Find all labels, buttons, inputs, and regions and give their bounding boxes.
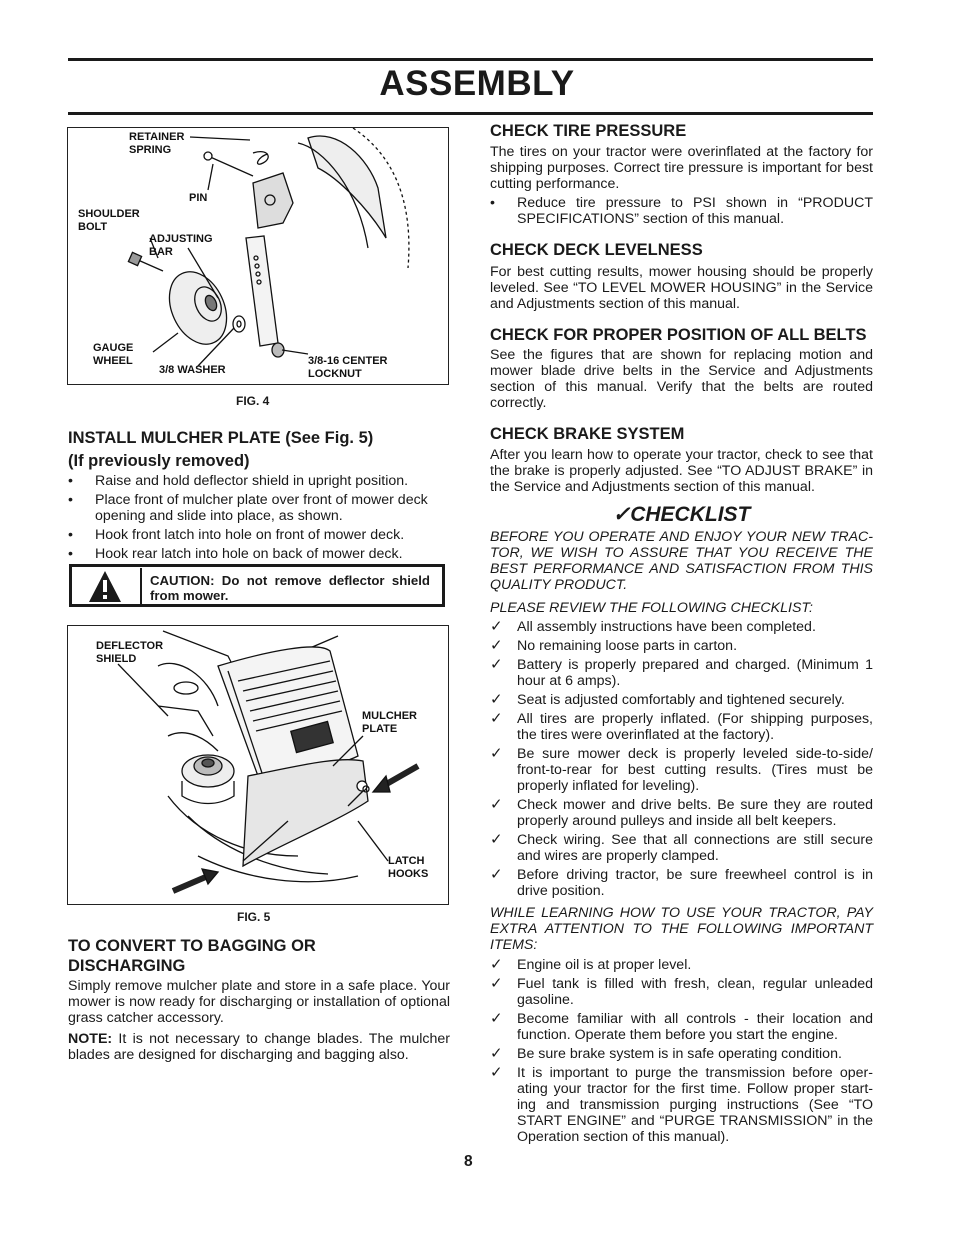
warning-icon xyxy=(72,567,138,607)
label-locknut: 3/8-16 CENTER LOCKNUT xyxy=(308,355,388,380)
checkmark-icon: ✓ xyxy=(490,1064,503,1081)
checkmark-icon: ✓ xyxy=(490,1010,503,1027)
list-item: ✓ All tires are properly inflated. (For shipping purposes, the tires were overinflated at the factory). xyxy=(490,710,873,743)
page-number: 8 xyxy=(464,1153,473,1170)
checkmark-icon: ✓ xyxy=(490,745,503,762)
label-pin: PIN xyxy=(189,192,208,204)
checkmark-icon: ✓ xyxy=(490,831,503,848)
checkmark-icon: ✓ xyxy=(490,637,503,654)
belts-heading: CHECK FOR PROPER POSITION OF ALL BELTS xyxy=(490,326,867,344)
list-item: ✓ Be sure brake system is in safe operating condition. xyxy=(490,1045,842,1062)
checkmark-icon: ✓ xyxy=(490,691,503,708)
brake-text: After you learn how to operate your tractor, check to see that the brake is properly adjusted. See “TO ADJUST BRAKE” in the Service and Adjustments section of this manual. xyxy=(490,447,873,495)
checkmark-icon: ✓ xyxy=(490,1045,503,1062)
checkmark-icon: ✓ xyxy=(490,618,503,635)
checklist-title: ✓CHECKLIST xyxy=(612,503,751,526)
deck-heading: CHECK DECK LEVELNESS xyxy=(490,241,703,259)
mulcher-heading: INSTALL MULCHER PLATE (See Fig. 5) xyxy=(68,429,374,447)
tire-bullet: • Reduce tire pressure to PSI shown in “PRODUCT SPECIFICATIONS” section of this manual. xyxy=(490,195,873,227)
caution-text: CAUTION: Do not remove deflector shield from mower. xyxy=(150,573,430,603)
label-latch-hooks: LATCH HOOKS xyxy=(388,855,429,880)
list-item: ✓ No remaining loose parts in carton. xyxy=(490,637,738,654)
list-item: ✓ Check mower and drive belts. Be sure they are routed properly around pulleys and inside all belt keepers. xyxy=(490,796,873,829)
label-gauge-wheel: GAUGE WHEEL xyxy=(93,342,134,367)
list-item: • Hook front latch into hole on front of mower deck. xyxy=(68,527,405,543)
list-item: ✓ Engine oil is at proper level. xyxy=(490,956,692,973)
list-item: ✓ Seat is adjusted comfortably and tightened securely. xyxy=(490,691,845,708)
checkmark-icon: ✓ xyxy=(490,710,503,727)
list-item: ✓ Fuel tank is filled with fresh, clean, regular unleaded gasoline. xyxy=(490,975,873,1008)
list-item: ✓ Be sure mower deck is properly leveled side-to-side/ front-to-rear for best cutting results. (Tires must be properly inflated for leveling). xyxy=(490,745,873,794)
list-item: ✓ It is important to purge the transmission before oper- ating your tractor for the first time. Follow proper start- ing and transmission purging instructions (See “TO START ENGINE” and “PURGE TRANSMISSION” in the Operation section of this manual). xyxy=(490,1064,873,1145)
convert-note: NOTE: It is not necessary to change blades. The mulcher blades are designed for discharging and bagging also. xyxy=(68,1031,450,1063)
fig5-caption: FIG. 5 xyxy=(237,910,271,924)
checkmark-icon: ✓ xyxy=(490,796,503,813)
title-underline xyxy=(68,112,873,115)
figure-4 xyxy=(67,127,449,385)
checkmark-icon: ✓ xyxy=(490,956,503,973)
list-item: ✓ Before driving tractor, be sure freewheel control is in drive position. xyxy=(490,866,873,899)
checkmark-icon: ✓ xyxy=(612,503,631,526)
checklist-learning: WHILE LEARNING HOW TO USE YOUR TRACTOR, PAY EXTRA ATTENTION TO THE FOLLOWING IMPORTANT ITEMS: xyxy=(490,905,873,953)
list-item: ✓ All assembly instructions have been completed. xyxy=(490,618,816,635)
mulcher-subheading: (If previously removed) xyxy=(68,452,250,470)
label-adjusting-bar: ADJUSTING BAR xyxy=(149,233,213,258)
tire-heading: CHECK TIRE PRESSURE xyxy=(490,122,687,140)
list-item: • Place front of mulcher plate over front of mower deck opening and slide into place, as shown. xyxy=(68,492,428,524)
list-item: ✓ Check wiring. See that all connections are still secure and wires are properly clamped. xyxy=(490,831,873,864)
mulcher-section xyxy=(68,427,448,562)
list-item: ✓ Become familiar with all controls - their location and function. Operate them before you start the engine. xyxy=(490,1010,873,1043)
deck-text: For best cutting results, mower housing should be properly leveled. See “TO LEVEL MOWER HOUSING” in the Service and Adjustments section of this manual. xyxy=(490,264,873,312)
checkmark-icon: ✓ xyxy=(490,866,503,883)
top-rule xyxy=(68,58,873,61)
list-item: • Raise and hold deflector shield in upright position. xyxy=(68,473,409,489)
label-retainer-spring: RETAINER SPRING xyxy=(129,131,185,156)
convert-text: Simply remove mulcher plate and store in a safe place. Your mower is now ready for discharging or installation of optional grass catcher accessory. xyxy=(68,978,450,1026)
convert-section xyxy=(68,936,450,1063)
label-washer: 3/8 WASHER xyxy=(159,364,226,376)
brake-heading: CHECK BRAKE SYSTEM xyxy=(490,425,685,443)
right-column xyxy=(490,121,873,1145)
list-item: ✓ Battery is properly prepared and charged. (Minimum 1 hour at 6 amps). xyxy=(490,656,873,689)
fig4-caption: FIG. 4 xyxy=(236,394,270,408)
checkmark-icon: ✓ xyxy=(490,975,503,992)
belts-text: See the figures that are shown for replacing motion and mower blade drive belts in the Service and Adjustments section of this manual. Verify that the belts are routed correctly. xyxy=(490,347,873,411)
checklist-items-2 xyxy=(490,957,873,1145)
tire-text: The tires on your tractor were overinflated at the factory for shipping purposes. Correct tire pressure is important for best cutting performance. xyxy=(490,144,873,192)
convert-heading: TO CONVERT TO BAGGING OR DISCHARGING xyxy=(68,937,316,975)
figure-5 xyxy=(67,625,449,905)
list-item: • Hook rear latch into hole on back of mower deck. xyxy=(68,546,403,562)
label-deflector-shield: DEFLECTOR SHIELD xyxy=(96,640,164,665)
checkmark-icon: ✓ xyxy=(490,656,503,673)
caution-box xyxy=(69,564,445,607)
page-title: ASSEMBLY xyxy=(379,64,575,103)
label-mulcher-plate: MULCHER PLATE xyxy=(362,710,417,735)
checklist-review: PLEASE REVIEW THE FOLLOWING CHECKLIST: xyxy=(490,600,813,616)
checklist-items xyxy=(490,619,873,899)
label-shoulder-bolt: SHOULDER BOLT xyxy=(78,208,140,233)
checklist-intro: BEFORE YOU OPERATE AND ENJOY YOUR NEW TRAC- TOR, WE WISH TO ASSURE THAT YOU RECEIVE THE BEST PERFORMANCE AND SATISFACTION FROM THIS QUALITY PRODUCT. xyxy=(490,529,873,593)
